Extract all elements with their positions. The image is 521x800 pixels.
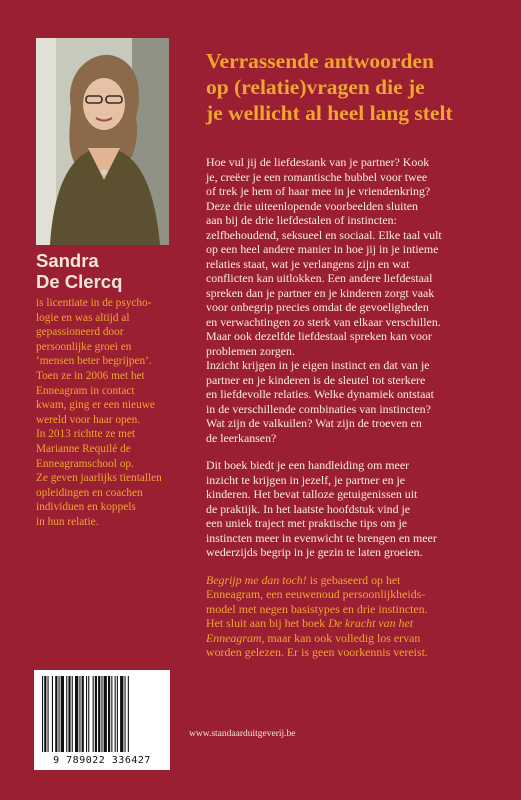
blurb-line: Dit boek biedt je een handleiding om meer <box>206 458 410 472</box>
related-book-title: De kracht van het <box>328 616 414 630</box>
blurb-line: wederzijds begrip in je gezin te laten groeien. <box>206 545 423 559</box>
barcode-bar <box>88 676 89 752</box>
headline-line: op (relatie)vragen die je <box>206 75 425 99</box>
isbn-number: 9 789022 336427 <box>53 755 151 766</box>
author-last-name: De Clercq <box>36 271 123 292</box>
bio-line: individuen en koppels <box>36 501 136 514</box>
bio-line: kwam, ging er een nieuwe <box>36 399 155 412</box>
blurb-line: zelfbehoudend, seksueel en sociaal. Elke taal vult <box>206 227 442 242</box>
blurb-line: de praktijk. In het laatste hoofdstuk vind je <box>206 501 411 516</box>
blurb-line: partner en je kinderen is de sleutel tot sterkere <box>206 372 426 387</box>
barcode-bar <box>125 676 126 752</box>
blurb-line: Wat zijn de valkuilen? Wat zijn de troeven en <box>206 416 422 430</box>
headline-line: Verrassende antwoorden <box>206 49 434 73</box>
barcode-bar <box>82 676 84 752</box>
blurb-line: problemen zorgen. <box>206 343 295 358</box>
bio-line: Ze geven jaarlijks tientallen <box>36 472 162 485</box>
barcode-bar <box>55 676 57 752</box>
barcode-bar <box>61 676 64 752</box>
barcode-bar <box>75 676 78 752</box>
blurb-paragraph-1 <box>206 155 498 358</box>
note-text: worden gelezen. Er is geen voorkennis vereist. <box>206 645 428 659</box>
blurb-line: relaties staat, wat je verlangens zijn en wat <box>206 256 410 271</box>
isbn-barcode <box>34 670 170 770</box>
note-text: , maar kan ook volledig los ervan <box>261 630 421 645</box>
blurb-line: kinderen. Het bevat talloze getuigenissen uit <box>206 487 418 501</box>
blurb-line: of trek je hem of haar mee in je vriendenkring? <box>206 184 431 198</box>
bio-line: Toen ze in 2006 met het <box>36 369 145 382</box>
blurb-paragraph-2 <box>206 358 498 445</box>
author-photo <box>36 38 169 245</box>
barcode-bar <box>59 676 60 752</box>
blurb-line: een uniek traject met praktische tips om je <box>206 516 408 530</box>
author-bio <box>36 296 196 530</box>
bio-line: Enneagramschool op. <box>36 457 134 470</box>
barcode-bar <box>86 676 87 752</box>
blurb-line: conflicten kan uitlokken. Een andere liefdestaal <box>206 271 433 285</box>
bio-line: is licentiate in de psycho- <box>36 297 152 309</box>
blurb-line: Deze drie uiteenlopende voorbeelden sluiten <box>206 198 418 213</box>
barcode-bar <box>104 676 107 752</box>
back-cover-blurb <box>206 155 498 673</box>
blurb-line: aan bij de drie liefdestalen of instincten: <box>206 213 397 227</box>
bio-line: persoonlijke groei en <box>36 340 132 353</box>
blurb-line: spreken dan je partner en je kinderen zorgt vaak <box>206 285 435 300</box>
headline <box>206 48 506 126</box>
author-first-name: Sandra <box>36 250 99 271</box>
bio-line: in hun relatie. <box>36 515 99 528</box>
bio-line: Marianne Requilé de <box>36 442 131 455</box>
bio-line: ‘mensen beter begrijpen’. <box>36 355 152 368</box>
blurb-line: instincten meer in evenwicht te brengen en meer <box>206 530 437 545</box>
note-text: is gebaseerd op het <box>306 572 401 587</box>
barcode-bar <box>52 676 53 752</box>
book-title: Begrijp me dan toch! <box>206 572 307 587</box>
blurb-line: de leerkansen? <box>206 430 277 445</box>
blurb-line: in de verschillende combinaties van instincten? <box>206 401 431 416</box>
bio-line: In 2013 richtte ze met <box>36 428 136 441</box>
barcode-bar <box>117 676 118 752</box>
blurb-line: voor onbegrip precies omdat de gevoeligheden <box>206 300 429 314</box>
book-note-paragraph <box>206 573 498 660</box>
author-name <box>36 250 186 292</box>
barcode-bar <box>42 676 43 752</box>
barcode-bar <box>95 676 97 752</box>
bio-line: gepassioneerd door <box>36 326 124 339</box>
bio-line: Enneagram in contact <box>36 384 135 397</box>
barcode-bar <box>101 676 102 752</box>
blurb-line: Inzicht krijgen in je eigen instinct en dat van je <box>206 358 430 372</box>
related-book-title: Enneagram <box>206 630 262 645</box>
barcode-bar <box>115 676 116 752</box>
blurb-line: Maar ook dezelfde liefdestaal spreken kan voor <box>206 329 432 343</box>
barcode-bar <box>120 676 123 752</box>
barcode-bar <box>68 676 70 752</box>
bio-line: wereld voor haar open. <box>36 413 141 426</box>
barcode-bar <box>111 676 112 752</box>
barcode-bar <box>128 676 129 752</box>
bio-line: opleidingen en coachen <box>36 486 143 499</box>
note-text: model met negen basistypes en drie instincten. <box>206 601 428 616</box>
barcode-bar <box>48 676 49 752</box>
barcode-bar <box>44 676 46 752</box>
headline-line: je wellicht al heel lang stelt <box>206 101 453 125</box>
note-text: Het sluit aan bij het boek <box>206 616 329 630</box>
blurb-line: en verwachtingen zo sterk van elkaar verschillen. <box>206 314 441 329</box>
barcode-bar <box>79 676 80 752</box>
blurb-line: Hoe vul jij de liefdestank van je partner? Kook <box>206 155 430 169</box>
blurb-line: je, creëer je een romantische bubbel voor twee <box>206 169 428 184</box>
barcode-bar <box>98 676 100 752</box>
blurb-line: inzicht te krijgen in jezelf, je partner en je <box>206 472 406 487</box>
barcode-bar <box>93 676 94 752</box>
note-text: Enneagram, een eeuwenoud persoonlijkheids- <box>206 587 426 601</box>
barcode-bar <box>66 676 67 752</box>
bio-line: logie en was altijd al <box>36 311 130 324</box>
blurb-paragraph-3 <box>206 458 498 560</box>
blurb-line: en liefdevolle relaties. Welke dynamiek ontstaat <box>206 387 434 401</box>
barcode-bar <box>72 676 73 752</box>
barcode-bar <box>108 676 110 752</box>
publisher-url: www.standaarduitgeverij.be <box>189 729 296 739</box>
blurb-line: op een heel andere manier in hoe jij in je intieme <box>206 242 439 256</box>
